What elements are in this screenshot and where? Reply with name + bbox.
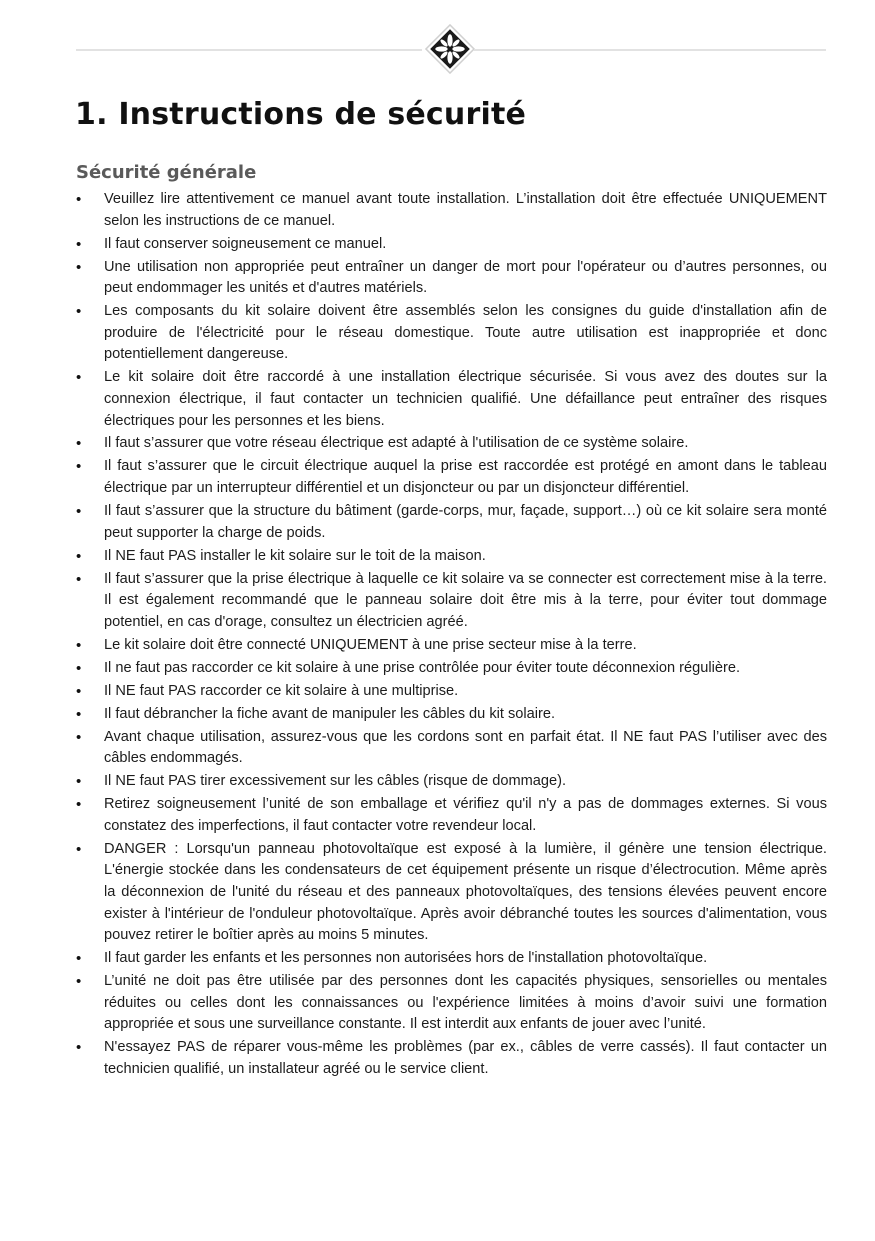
list-item: • Il faut s’assurer que la structure du bâtiment (garde-corps, mur, façade, support…) où ce kit solaire sera monté peut supporter la charge de poids.: [76, 501, 827, 544]
list-item: • Il faut s’assurer que le circuit électrique auquel la prise est raccordée est protégé en amont dans le tableau électrique par un interrupteur différentiel et un disjoncteur ou par un disjoncteur différentiel.: [76, 456, 827, 499]
list-item: • Il NE faut PAS tirer excessivement sur les câbles (risque de dommage).: [76, 771, 827, 793]
list-item: • Il faut garder les enfants et les personnes non autorisées hors de l'installation photovoltaïque.: [76, 948, 827, 970]
list-item: • Les composants du kit solaire doivent être assemblés selon les consignes du guide d'installation afin de produire de l'électricité pour le réseau domestique. Toute autre utilisation est inappropriée et donc potentiellement dangereuse.: [76, 301, 827, 366]
list-item: • Il faut débrancher la fiche avant de manipuler les câbles du kit solaire.: [76, 704, 827, 726]
section-heading: Sécurité générale: [76, 162, 257, 183]
header-rule-right: [474, 49, 826, 51]
diamond-flower-logo-icon: [424, 23, 476, 75]
list-item: • Retirez soigneusement l’unité de son emballage et vérifiez qu'il n'y a pas de dommages externes. Si vous constatez des imperfections, il faut contacter votre revendeur local.: [76, 794, 827, 837]
list-item: • Il NE faut PAS installer le kit solaire sur le toit de la maison.: [76, 546, 827, 568]
page-title: 1. Instructions de sécurité: [75, 97, 527, 132]
list-item: • L’unité ne doit pas être utilisée par des personnes dont les capacités physiques, sensorielles ou mentales réduites ou celles dont les connaissances ou l'expérience limitées à moins d’avoir suivi une formation appropriée et sous une surveillance constante. Il est interdit aux enfants de jouer avec l’unité.: [76, 971, 827, 1036]
list-item: • Le kit solaire doit être connecté UNIQUEMENT à une prise secteur mise à la terre.: [76, 635, 827, 657]
list-item: • N'essayez PAS de réparer vous-même les problèmes (par ex., câbles de verre cassés). Il faut contacter un technicien qualifié, un installateur agréé ou le service client.: [76, 1037, 827, 1080]
list-item: • Il ne faut pas raccorder ce kit solaire à une prise contrôlée pour éviter toute déconnexion régulière.: [76, 658, 827, 680]
safety-instructions-list: [76, 189, 827, 1082]
list-item: • Avant chaque utilisation, assurez-vous que les cordons sont en parfait état. Il NE faut PAS l’utiliser avec des câbles endommagés.: [76, 727, 827, 770]
list-item: • Veuillez lire attentivement ce manuel avant toute installation. L’installation doit être effectuée UNIQUEMENT selon les instructions de ce manuel.: [76, 189, 827, 232]
list-item: • Il faut s’assurer que votre réseau électrique est adapté à l'utilisation de ce système solaire.: [76, 433, 827, 455]
list-item: • Le kit solaire doit être raccordé à une installation électrique sécurisée. Si vous avez des doutes sur la connexion électrique, il faut contacter un technicien qualifié. Une défaillance peut entraîner des risques électriques pour les personnes et les biens.: [76, 367, 827, 432]
list-item: • DANGER : Lorsqu'un panneau photovoltaïque est exposé à la lumière, il génère une tension électrique. L'énergie stockée dans les condensateurs de cet équipement présente un risque d’électrocution. Même après la déconnexion de l'unité du réseau et des panneaux photovoltaïques, des tensions élevées peuvent encore exister à l'intérieur de l'onduleur photovoltaïque. Après avoir débranché toutes les sources d'alimentation, vous pouvez retirer le boîtier après au moins 5 minutes.: [76, 839, 827, 947]
list-item: • Il NE faut PAS raccorder ce kit solaire à une multiprise.: [76, 681, 827, 703]
header-rule-left: [76, 49, 422, 51]
list-item: • Une utilisation non appropriée peut entraîner un danger de mort pour l'opérateur ou d’autres personnes, ou peut endommager les unités et d'autres matériels.: [76, 257, 827, 300]
list-item: • Il faut conserver soigneusement ce manuel.: [76, 234, 827, 256]
list-item: • Il faut s’assurer que la prise électrique à laquelle ce kit solaire va se connecter est correctement mise à la terre. Il est également recommandé que le panneau solaire doit être mis à la terre, pour éviter tout dommage potentiel, en cas d'orage, consultez un électricien agréé.: [76, 569, 827, 634]
